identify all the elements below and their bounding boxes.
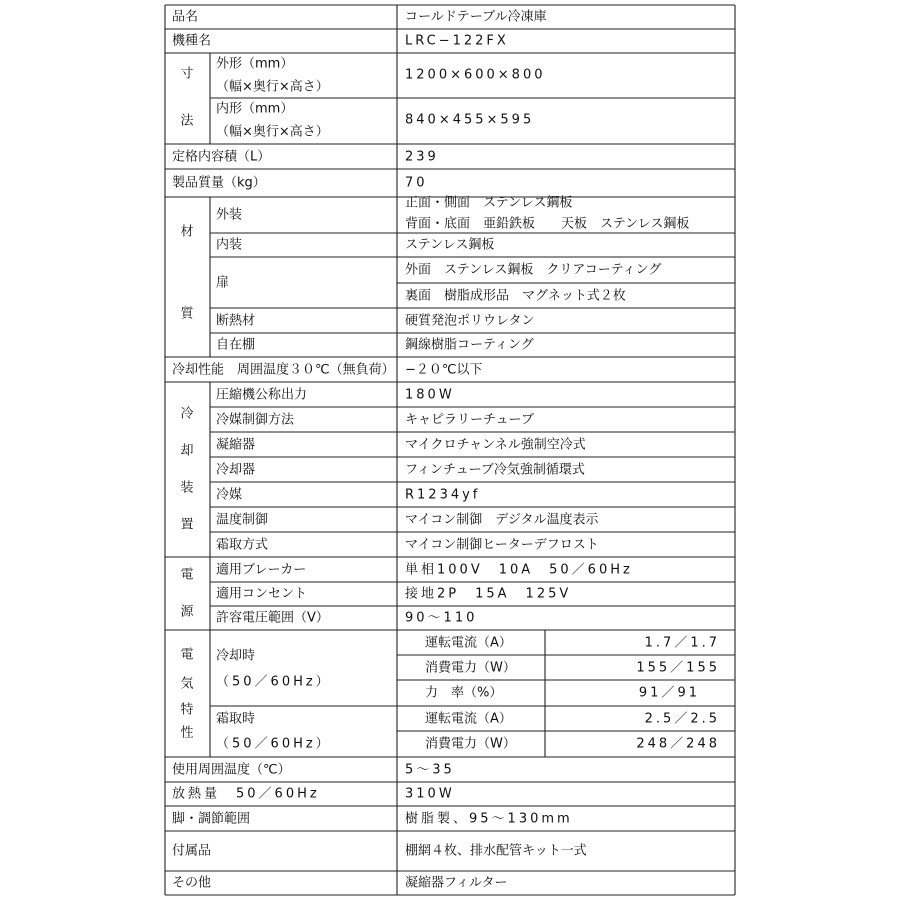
mass-label: 製品質量（kg） [172,175,266,191]
cooling-row-value: マイクロチャンネル強制空冷式 [405,437,586,453]
electrical-row-value: 91／91 [638,685,700,701]
cooling-row-value: キャピラリーチューブ [405,412,534,428]
cooling-mode-label: 冷却時 [216,648,256,664]
cooling-row-value: フィンチューブ冷気強制循環式 [405,462,585,478]
accessories-value: 棚網４枚、排水配管キット一式 [405,843,587,859]
other-label: その他 [172,875,212,891]
defrost-mode-sub: （50／60Hz） [216,736,332,752]
mass-value: 70 [405,175,428,191]
ambient-temp-value: 5〜35 [405,762,455,778]
electrical-row-value: 155／155 [636,660,720,676]
cooling-row-label: 冷媒 [216,487,243,503]
materials-group-char-2: 質 [180,306,194,322]
door-value-2: 裏面 樹脂成形品 マグネット式２枚 [405,288,626,304]
cooling-row-label: 凝縮器 [216,437,256,453]
cooling-unit-group-char-4: 置 [180,517,194,533]
inner-dim-sub: （幅×奥行×高さ） [216,124,329,140]
electrical-row-label: 力 率（%） [425,685,503,701]
power-row-value: 単相100V 10A 50／60Hz [405,562,633,578]
door-label: 扉 [216,275,230,291]
defrost-mode-label: 霜取時 [216,711,256,727]
cooling-row-value: マイコン制御 デジタル温度表示 [405,512,599,528]
model-value: LRC−122FX [405,33,509,49]
cooling-row-label: 圧縮機公称出力 [216,387,308,403]
heat-output-label: 放熱量 50／60Hz [172,786,320,802]
door-value-1: 外面 ステンレス鋼板 クリアコーティング [405,262,662,278]
electrical-group-char-2: 気 [180,676,194,692]
electrical-row-value: 248／248 [636,736,720,752]
cooling-row-label: 冷媒制御方法 [216,412,295,428]
electrical-row-label: 消費電力（W） [425,736,516,752]
cooling-row-value: 180W [405,387,455,403]
interior-value: ステンレス鋼板 [405,237,495,253]
accessories-label: 付属品 [172,843,212,859]
model-label: 機種名 [172,33,212,49]
legs-value: 樹脂製、95〜130mm [405,811,573,827]
heat-output-value: 310W [405,786,455,802]
dimensions-group-char-1: 寸 [180,66,194,82]
exterior-label: 外装 [216,207,243,223]
dimensions-group-char-2: 法 [180,113,194,129]
shelf-label: 自在棚 [216,337,256,353]
power-row-label: 適用ブレーカー [216,562,307,578]
insulation-value: 硬質発泡ポリウレタン [405,313,535,329]
power-row-value: 90〜110 [405,610,478,626]
exterior-value-1: 正面・側面 ステンレス鋼板 [405,195,573,211]
cooling-row-value: R1234yf [405,487,481,503]
outer-dim-value: 1200×600×800 [405,67,546,83]
interior-label: 内装 [216,237,243,253]
cooling-row-label: 霜取方式 [216,537,269,553]
capacity-label: 定格内容積（L） [172,149,271,165]
cooling-row-label: 温度制御 [216,512,269,528]
ambient-temp-label: 使用周囲温度（℃） [172,762,291,778]
exterior-value-2: 背面・底面 亜鉛鉄板 天板 ステンレス鋼板 [405,216,690,232]
power-row-label: 許容電圧範囲（V） [216,610,329,626]
outer-dim-sub: （幅×奥行×高さ） [216,79,329,95]
cooling-performance-value: −２０℃以下 [405,362,483,378]
inner-dim-value: 840×455×595 [405,112,535,128]
cooling-unit-group-char-1: 冷 [180,406,194,422]
insulation-label: 断熱材 [216,313,256,329]
cooling-performance-label: 冷却性能 周囲温度３０℃（無負荷） [172,362,395,378]
electrical-row-label: 運転電流（A） [425,635,512,651]
power-group-char-1: 電 [180,567,194,583]
capacity-value: 239 [405,149,439,165]
materials-group-char-1: 材 [180,224,194,240]
power-row-label: 適用コンセント [216,586,308,602]
cooling-row-value: マイコン制御ヒーターデフロスト [405,537,599,553]
cooling-mode-sub: （50／60Hz） [216,674,332,690]
cooling-unit-group-char-3: 装 [180,480,194,496]
power-group-char-2: 源 [180,604,194,620]
electrical-row-value: 1.7／1.7 [644,635,720,651]
cooling-unit-group-char-2: 却 [180,443,194,459]
product-name-value: コールドテーブル冷凍庫 [405,9,547,25]
other-value: 凝縮器フィルター [405,875,508,891]
electrical-row-label: 消費電力（W） [425,660,516,676]
electrical-group-char-1: 電 [180,647,194,663]
electrical-group-char-3: 特 [180,702,194,718]
electrical-group-char-4: 性 [180,725,194,741]
inner-dim-label: 内形（mm） [216,101,294,117]
electrical-row-value: 2.5／2.5 [644,711,720,727]
product-name-label: 品名 [172,9,199,25]
shelf-value: 鋼線樹脂コーティング [405,337,534,353]
cooling-row-label: 冷却器 [216,462,256,478]
legs-label: 脚・調節範囲 [172,811,251,827]
power-row-value: 接地2P 15A 125V [405,586,572,602]
electrical-row-label: 運転電流（A） [425,711,512,727]
outer-dim-label: 外形（mm） [216,56,294,72]
